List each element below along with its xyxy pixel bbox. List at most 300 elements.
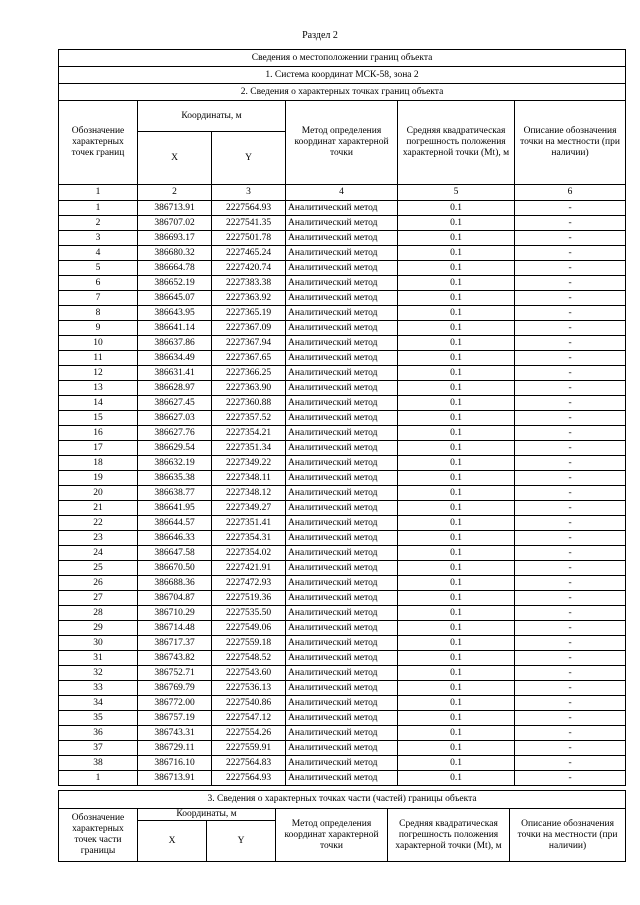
description: - [515, 261, 626, 276]
table-row [59, 471, 626, 486]
point-number: 36 [59, 726, 138, 741]
coord-y: 2227367.94 [212, 336, 286, 351]
point-number: 13 [59, 381, 138, 396]
header-accuracy: Средняя квадратическая погрешность положения характерной точки (Mt), м [398, 101, 515, 185]
accuracy: 0.1 [398, 711, 515, 726]
coord-y: 2227367.09 [212, 321, 286, 336]
method: Аналитический метод [286, 351, 398, 366]
table-row [59, 711, 626, 726]
method: Аналитический метод [286, 396, 398, 411]
point-number: 16 [59, 426, 138, 441]
point-number: 11 [59, 351, 138, 366]
part-header-method: Метод определения координат характерной точки [276, 809, 388, 862]
accuracy: 0.1 [398, 621, 515, 636]
method: Аналитический метод [286, 681, 398, 696]
header-point: Обозначение характерных точек границ [59, 101, 138, 185]
method: Аналитический метод [286, 201, 398, 216]
point-number: 19 [59, 471, 138, 486]
coord-y: 2227564.93 [212, 201, 286, 216]
method: Аналитический метод [286, 456, 398, 471]
accuracy: 0.1 [398, 456, 515, 471]
coord-x: 386631.41 [138, 366, 212, 381]
table-row [59, 426, 626, 441]
coord-y: 2227366.25 [212, 366, 286, 381]
part-header-x: X [138, 821, 207, 862]
point-number: 4 [59, 246, 138, 261]
accuracy: 0.1 [398, 546, 515, 561]
description: - [515, 726, 626, 741]
accuracy: 0.1 [398, 756, 515, 771]
table-row [59, 231, 626, 246]
accuracy: 0.1 [398, 276, 515, 291]
column-number: 5 [398, 185, 515, 201]
accuracy: 0.1 [398, 696, 515, 711]
method: Аналитический метод [286, 771, 398, 786]
accuracy: 0.1 [398, 306, 515, 321]
table-row [59, 516, 626, 531]
method: Аналитический метод [286, 621, 398, 636]
point-number: 14 [59, 396, 138, 411]
point-number: 34 [59, 696, 138, 711]
coord-y: 2227357.52 [212, 411, 286, 426]
method: Аналитический метод [286, 711, 398, 726]
table-row [59, 771, 626, 786]
description: - [515, 681, 626, 696]
coord-y: 2227348.11 [212, 471, 286, 486]
table-row [59, 531, 626, 546]
point-number: 8 [59, 306, 138, 321]
table-row [59, 486, 626, 501]
accuracy: 0.1 [398, 261, 515, 276]
coord-y: 2227559.91 [212, 741, 286, 756]
description: - [515, 381, 626, 396]
coord-x: 386710.29 [138, 606, 212, 621]
coord-y: 2227383.38 [212, 276, 286, 291]
description: - [515, 396, 626, 411]
coord-y: 2227554.26 [212, 726, 286, 741]
method: Аналитический метод [286, 486, 398, 501]
coord-y: 2227363.90 [212, 381, 286, 396]
method: Аналитический метод [286, 576, 398, 591]
table-row [59, 381, 626, 396]
table-row [59, 561, 626, 576]
part-header-point: Обозначение характерных точек части границы [59, 809, 138, 862]
description: - [515, 606, 626, 621]
coord-y: 2227360.88 [212, 396, 286, 411]
method: Аналитический метод [286, 366, 398, 381]
coord-y: 2227354.02 [212, 546, 286, 561]
coord-y: 2227465.24 [212, 246, 286, 261]
column-number: 4 [286, 185, 398, 201]
description: - [515, 561, 626, 576]
coord-y: 2227472.93 [212, 576, 286, 591]
table-row [59, 366, 626, 381]
point-number: 1 [59, 771, 138, 786]
point-number: 1 [59, 201, 138, 216]
method: Аналитический метод [286, 306, 398, 321]
coord-x: 386629.54 [138, 441, 212, 456]
table-row [59, 351, 626, 366]
point-number: 21 [59, 501, 138, 516]
table-row [59, 321, 626, 336]
table-row [59, 726, 626, 741]
coord-y: 2227536.13 [212, 681, 286, 696]
point-number: 31 [59, 651, 138, 666]
point-number: 17 [59, 441, 138, 456]
coord-y: 2227367.65 [212, 351, 286, 366]
part-header-accuracy: Средняя квадратическая погрешность положения характерной точки (Mt), м [388, 809, 510, 862]
point-number: 3 [59, 231, 138, 246]
description: - [515, 231, 626, 246]
coord-x: 386717.37 [138, 636, 212, 651]
point-number: 30 [59, 636, 138, 651]
coord-x: 386637.86 [138, 336, 212, 351]
method: Аналитический метод [286, 246, 398, 261]
point-number: 9 [59, 321, 138, 336]
coord-x: 386713.91 [138, 201, 212, 216]
point-number: 37 [59, 741, 138, 756]
coord-x: 386743.82 [138, 651, 212, 666]
header-description: Описание обозначения точки на местности (при наличии) [515, 101, 626, 185]
coord-y: 2227535.50 [212, 606, 286, 621]
accuracy: 0.1 [398, 531, 515, 546]
accuracy: 0.1 [398, 666, 515, 681]
coord-y: 2227351.41 [212, 516, 286, 531]
description: - [515, 756, 626, 771]
description: - [515, 351, 626, 366]
table-subtitle: 2. Сведения о характерных точках границ объекта [59, 84, 626, 101]
method: Аналитический метод [286, 381, 398, 396]
accuracy: 0.1 [398, 216, 515, 231]
table-row [59, 756, 626, 771]
coord-x: 386743.31 [138, 726, 212, 741]
table-row [59, 576, 626, 591]
coord-y: 2227564.93 [212, 771, 286, 786]
coord-y: 2227519.36 [212, 591, 286, 606]
method: Аналитический метод [286, 516, 398, 531]
coord-y: 2227548.52 [212, 651, 286, 666]
coordinate-system: 1. Система координат МСК-58, зона 2 [59, 67, 626, 84]
point-number: 35 [59, 711, 138, 726]
accuracy: 0.1 [398, 426, 515, 441]
accuracy: 0.1 [398, 561, 515, 576]
point-number: 27 [59, 591, 138, 606]
description: - [515, 216, 626, 231]
coord-y: 2227354.31 [212, 531, 286, 546]
point-number: 18 [59, 456, 138, 471]
coord-x: 386627.45 [138, 396, 212, 411]
coord-x: 386635.38 [138, 471, 212, 486]
table-row [59, 411, 626, 426]
coord-y: 2227421.91 [212, 561, 286, 576]
method: Аналитический метод [286, 261, 398, 276]
method: Аналитический метод [286, 696, 398, 711]
accuracy: 0.1 [398, 441, 515, 456]
point-number: 32 [59, 666, 138, 681]
coord-x: 386769.79 [138, 681, 212, 696]
coord-x: 386645.07 [138, 291, 212, 306]
point-number: 25 [59, 561, 138, 576]
table-row [59, 216, 626, 231]
coord-x: 386627.03 [138, 411, 212, 426]
table-row [59, 441, 626, 456]
coord-x: 386680.32 [138, 246, 212, 261]
coord-x: 386772.00 [138, 696, 212, 711]
coord-y: 2227547.12 [212, 711, 286, 726]
method: Аналитический метод [286, 546, 398, 561]
coord-x: 386704.87 [138, 591, 212, 606]
part-header-y: Y [207, 821, 276, 862]
point-number: 12 [59, 366, 138, 381]
accuracy: 0.1 [398, 201, 515, 216]
method: Аналитический метод [286, 726, 398, 741]
accuracy: 0.1 [398, 471, 515, 486]
header-method: Метод определения координат характерной точки [286, 101, 398, 185]
part-header-coords: Координаты, м [138, 809, 276, 821]
point-number: 15 [59, 411, 138, 426]
table-row [59, 276, 626, 291]
point-number: 20 [59, 486, 138, 501]
method: Аналитический метод [286, 216, 398, 231]
description: - [515, 306, 626, 321]
coord-x: 386627.76 [138, 426, 212, 441]
point-number: 26 [59, 576, 138, 591]
point-number: 24 [59, 546, 138, 561]
accuracy: 0.1 [398, 576, 515, 591]
description: - [515, 666, 626, 681]
method: Аналитический метод [286, 741, 398, 756]
part-points-table [58, 790, 626, 862]
table-row [59, 696, 626, 711]
description: - [515, 486, 626, 501]
accuracy: 0.1 [398, 681, 515, 696]
coord-x: 386693.17 [138, 231, 212, 246]
description: - [515, 621, 626, 636]
part-header-description: Описание обозначения точки на местности (при наличии) [510, 809, 626, 862]
description: - [515, 366, 626, 381]
point-number: 38 [59, 756, 138, 771]
point-number: 5 [59, 261, 138, 276]
method: Аналитический метод [286, 561, 398, 576]
coord-x: 386634.49 [138, 351, 212, 366]
description: - [515, 576, 626, 591]
coord-x: 386707.02 [138, 216, 212, 231]
description: - [515, 336, 626, 351]
point-number: 29 [59, 621, 138, 636]
coord-x: 386713.91 [138, 771, 212, 786]
description: - [515, 441, 626, 456]
coord-y: 2227354.21 [212, 426, 286, 441]
column-numbers-row [59, 185, 626, 201]
coord-x: 386641.95 [138, 501, 212, 516]
method: Аналитический метод [286, 501, 398, 516]
header-coords: Координаты, м [138, 101, 286, 132]
method: Аналитический метод [286, 756, 398, 771]
coord-y: 2227543.60 [212, 666, 286, 681]
coord-y: 2227559.18 [212, 636, 286, 651]
coord-x: 386646.33 [138, 531, 212, 546]
point-number: 7 [59, 291, 138, 306]
table-row [59, 621, 626, 636]
accuracy: 0.1 [398, 741, 515, 756]
accuracy: 0.1 [398, 381, 515, 396]
point-number: 10 [59, 336, 138, 351]
point-number: 2 [59, 216, 138, 231]
table-row [59, 501, 626, 516]
method: Аналитический метод [286, 411, 398, 426]
column-number: 6 [515, 185, 626, 201]
column-number: 2 [138, 185, 212, 201]
coord-x: 386716.10 [138, 756, 212, 771]
accuracy: 0.1 [398, 321, 515, 336]
description: - [515, 516, 626, 531]
method: Аналитический метод [286, 441, 398, 456]
method: Аналитический метод [286, 651, 398, 666]
table-row [59, 306, 626, 321]
column-number: 1 [59, 185, 138, 201]
description: - [515, 546, 626, 561]
coord-y: 2227365.19 [212, 306, 286, 321]
accuracy: 0.1 [398, 486, 515, 501]
table-title: Сведения о местоположении границ объекта [59, 50, 626, 67]
coord-x: 386670.50 [138, 561, 212, 576]
table-row [59, 651, 626, 666]
coord-y: 2227349.22 [212, 456, 286, 471]
coord-x: 386638.77 [138, 486, 212, 501]
table-row [59, 261, 626, 276]
coord-y: 2227549.06 [212, 621, 286, 636]
table-row [59, 666, 626, 681]
accuracy: 0.1 [398, 366, 515, 381]
table-row [59, 201, 626, 216]
method: Аналитический метод [286, 231, 398, 246]
table-row [59, 396, 626, 411]
method: Аналитический метод [286, 591, 398, 606]
method: Аналитический метод [286, 636, 398, 651]
coord-y: 2227363.92 [212, 291, 286, 306]
coord-y: 2227351.34 [212, 441, 286, 456]
method: Аналитический метод [286, 276, 398, 291]
table-row [59, 741, 626, 756]
point-number: 33 [59, 681, 138, 696]
table-row [59, 546, 626, 561]
coord-x: 386643.95 [138, 306, 212, 321]
coord-x: 386752.71 [138, 666, 212, 681]
section-title: Раздел 2 [302, 30, 338, 41]
accuracy: 0.1 [398, 231, 515, 246]
boundary-points-table [58, 49, 626, 786]
accuracy: 0.1 [398, 651, 515, 666]
accuracy: 0.1 [398, 336, 515, 351]
description: - [515, 696, 626, 711]
method: Аналитический метод [286, 471, 398, 486]
method: Аналитический метод [286, 321, 398, 336]
coord-x: 386729.11 [138, 741, 212, 756]
coord-x: 386652.19 [138, 276, 212, 291]
description: - [515, 201, 626, 216]
coord-x: 386628.97 [138, 381, 212, 396]
table-row [59, 636, 626, 651]
table-row [59, 336, 626, 351]
coord-x: 386644.57 [138, 516, 212, 531]
point-number: 6 [59, 276, 138, 291]
description: - [515, 531, 626, 546]
coord-x: 386664.78 [138, 261, 212, 276]
coord-y: 2227501.78 [212, 231, 286, 246]
coord-y: 2227540.86 [212, 696, 286, 711]
table-row [59, 591, 626, 606]
description: - [515, 591, 626, 606]
accuracy: 0.1 [398, 396, 515, 411]
description: - [515, 771, 626, 786]
column-number: 3 [212, 185, 286, 201]
accuracy: 0.1 [398, 291, 515, 306]
part-table-title: 3. Сведения о характерных точках части (частей) границы объекта [59, 791, 626, 809]
coord-y: 2227348.12 [212, 486, 286, 501]
method: Аналитический метод [286, 291, 398, 306]
coord-y: 2227564.83 [212, 756, 286, 771]
accuracy: 0.1 [398, 726, 515, 741]
accuracy: 0.1 [398, 636, 515, 651]
description: - [515, 291, 626, 306]
accuracy: 0.1 [398, 516, 515, 531]
description: - [515, 246, 626, 261]
method: Аналитический метод [286, 336, 398, 351]
method: Аналитический метод [286, 666, 398, 681]
header-x: X [138, 132, 212, 185]
coord-x: 386632.19 [138, 456, 212, 471]
header-y: Y [212, 132, 286, 185]
coord-y: 2227349.27 [212, 501, 286, 516]
description: - [515, 741, 626, 756]
description: - [515, 321, 626, 336]
coord-y: 2227541.35 [212, 216, 286, 231]
description: - [515, 651, 626, 666]
method: Аналитический метод [286, 531, 398, 546]
accuracy: 0.1 [398, 411, 515, 426]
table-row [59, 456, 626, 471]
table-row [59, 246, 626, 261]
description: - [515, 501, 626, 516]
point-number: 28 [59, 606, 138, 621]
point-number: 22 [59, 516, 138, 531]
table-row [59, 681, 626, 696]
accuracy: 0.1 [398, 351, 515, 366]
accuracy: 0.1 [398, 246, 515, 261]
coord-x: 386757.19 [138, 711, 212, 726]
accuracy: 0.1 [398, 771, 515, 786]
accuracy: 0.1 [398, 501, 515, 516]
table-row [59, 606, 626, 621]
point-number: 23 [59, 531, 138, 546]
description: - [515, 471, 626, 486]
accuracy: 0.1 [398, 591, 515, 606]
accuracy: 0.1 [398, 606, 515, 621]
method: Аналитический метод [286, 606, 398, 621]
coord-y: 2227420.74 [212, 261, 286, 276]
method: Аналитический метод [286, 426, 398, 441]
table-row [59, 291, 626, 306]
description: - [515, 426, 626, 441]
coord-x: 386647.58 [138, 546, 212, 561]
description: - [515, 411, 626, 426]
description: - [515, 636, 626, 651]
description: - [515, 276, 626, 291]
description: - [515, 711, 626, 726]
coord-x: 386688.36 [138, 576, 212, 591]
coord-x: 386641.14 [138, 321, 212, 336]
coord-x: 386714.48 [138, 621, 212, 636]
